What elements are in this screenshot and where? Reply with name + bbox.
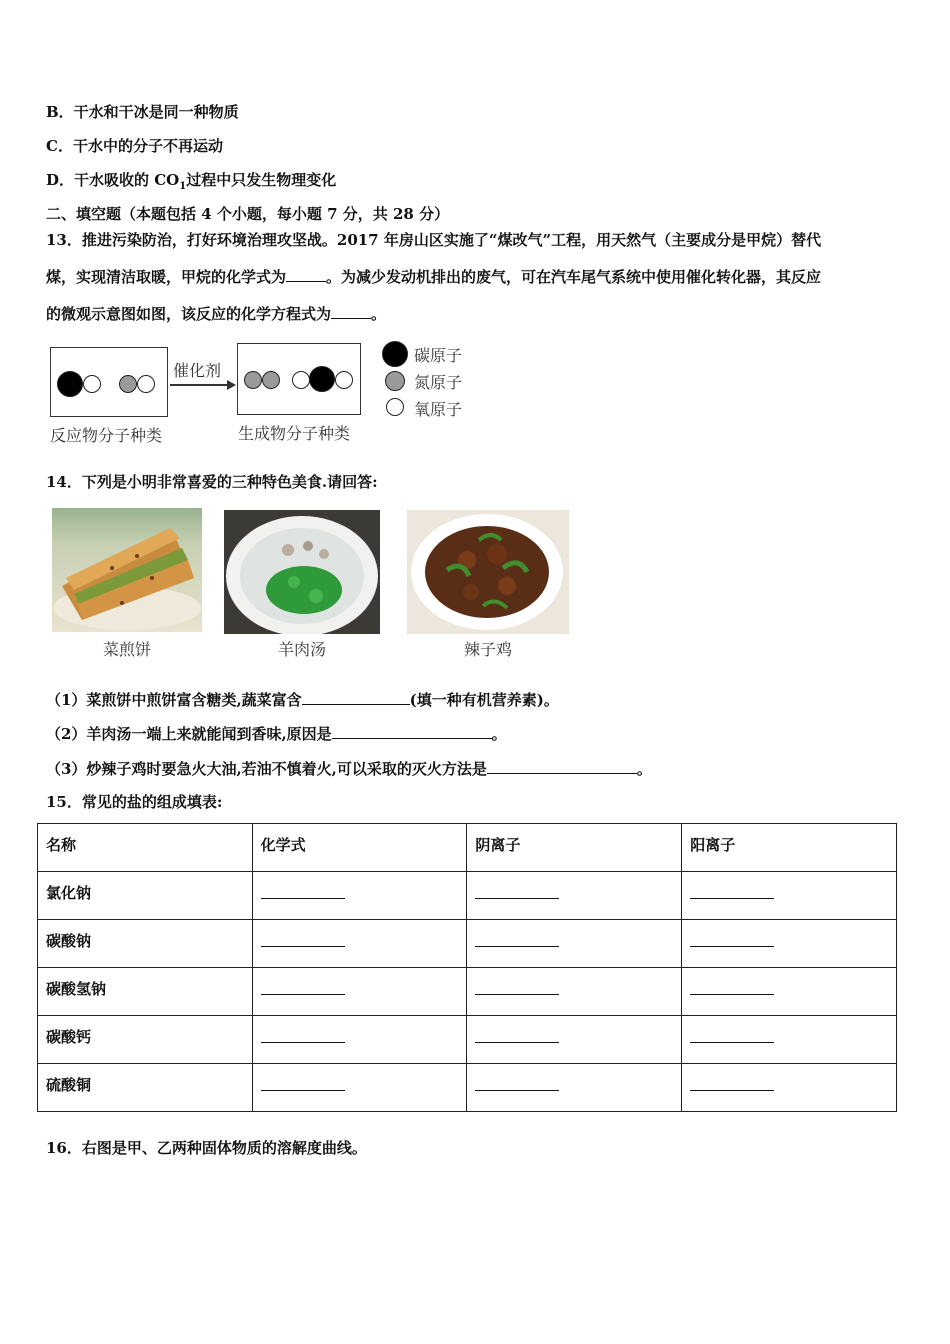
anion-cell bbox=[467, 1016, 682, 1064]
anion-cell bbox=[467, 1064, 682, 1112]
answer-blank[interactable] bbox=[690, 978, 774, 995]
anion-cell bbox=[467, 920, 682, 968]
formula-cell bbox=[252, 920, 467, 968]
food-caption-pancake: 菜煎饼 bbox=[102, 640, 151, 659]
table-header-row bbox=[38, 824, 897, 872]
q13-line3 bbox=[46, 304, 386, 324]
q13-line2 bbox=[46, 267, 821, 287]
option-d-suffix: 过程中只发生物理变化 bbox=[186, 171, 337, 189]
reactant-label: 反应物分子种类 bbox=[50, 426, 163, 445]
table-header-cell: 阳离子 bbox=[682, 824, 897, 872]
product-box bbox=[237, 343, 361, 415]
legend-carbon-icon bbox=[382, 341, 408, 367]
cation-cell bbox=[682, 1016, 897, 1064]
q13-line3-b: 。 bbox=[371, 305, 387, 323]
q14-sub1-a: （1）菜煎饼中煎饼富含糖类,蔬菜富含 bbox=[46, 691, 302, 709]
formula-cell bbox=[252, 1016, 467, 1064]
answer-blank[interactable] bbox=[690, 930, 774, 947]
legend-nitrogen-icon bbox=[385, 371, 405, 391]
q13-line1: 13．推进污染防治，打好环境治理攻坚战。2017 年房山区实施了“煤改气”工程，用天然气（主要成分是甲烷）替代 bbox=[46, 231, 822, 249]
carbon-atom-icon bbox=[309, 366, 335, 392]
answer-blank[interactable] bbox=[690, 1026, 774, 1043]
answer-blank[interactable] bbox=[261, 978, 345, 995]
oxygen-atom-icon bbox=[335, 371, 353, 389]
legend-carbon-label: 碳原子 bbox=[414, 346, 463, 365]
q15-intro: 15．常见的盐的组成填表: bbox=[46, 793, 223, 811]
formula-cell bbox=[252, 968, 467, 1016]
answer-blank[interactable] bbox=[475, 1026, 559, 1043]
table-row bbox=[38, 872, 897, 920]
nitrogen-atom-icon bbox=[244, 371, 262, 389]
q13-line3-a: 的微观示意图如图，该反应的化学方程式为 bbox=[46, 305, 332, 323]
q14-sub1 bbox=[46, 690, 559, 710]
reaction-diagram bbox=[46, 338, 476, 448]
anion-cell bbox=[467, 968, 682, 1016]
answer-blank[interactable] bbox=[475, 1074, 559, 1091]
oxygen-atom-icon bbox=[83, 375, 101, 393]
legend-nitrogen-label: 氮原子 bbox=[414, 373, 463, 392]
answer-blank-extinguish[interactable] bbox=[487, 759, 637, 774]
q14-intro: 14．下列是小明非常喜爱的三种特色美食.请回答: bbox=[46, 473, 378, 491]
answer-blank-methane[interactable] bbox=[286, 267, 326, 282]
section-heading: 二、填空题（本题包括 4 个小题，每小题 7 分，共 28 分） bbox=[46, 205, 450, 223]
answer-blank[interactable] bbox=[690, 1074, 774, 1091]
product-label: 生成物分子种类 bbox=[238, 424, 351, 443]
oxygen-atom-icon bbox=[292, 371, 310, 389]
formula-cell bbox=[252, 872, 467, 920]
salt-name-cell: 碳酸钠 bbox=[38, 920, 253, 968]
answer-blank[interactable] bbox=[690, 882, 774, 899]
answer-blank[interactable] bbox=[475, 882, 559, 899]
anion-cell bbox=[467, 872, 682, 920]
table-row bbox=[38, 968, 897, 1016]
food-caption-spicy-chicken: 辣子鸡 bbox=[463, 640, 512, 659]
q14-sub3-a: （3）炒辣子鸡时要急火大油,若油不慎着火,可以采取的灭火方法是 bbox=[46, 760, 487, 778]
arrow-head-icon bbox=[227, 380, 236, 390]
q14-sub1-b: (填一种有机营养素)。 bbox=[409, 691, 559, 709]
q13-line2-b: 。为减少发动机排出的废气，可在汽车尾气系统中使用催化转化器，其反应 bbox=[326, 268, 822, 286]
answer-blank[interactable] bbox=[261, 1026, 345, 1043]
spicy-chicken-image bbox=[407, 510, 569, 634]
answer-blank[interactable] bbox=[261, 882, 345, 899]
q13-line2-a: 煤，实现清洁取暖，甲烷的化学式为 bbox=[46, 268, 287, 286]
food-caption-lamb-soup: 羊肉汤 bbox=[277, 640, 326, 659]
nitrogen-atom-icon bbox=[119, 375, 137, 393]
q14-sub3 bbox=[46, 759, 652, 779]
q14-sub2-a: （2）羊肉汤一端上来就能闻到香味,原因是 bbox=[46, 725, 332, 743]
salt-name-cell: 碳酸钙 bbox=[38, 1016, 253, 1064]
salt-name-cell: 硫酸铜 bbox=[38, 1064, 253, 1112]
table-row bbox=[38, 920, 897, 968]
salt-composition-table bbox=[37, 823, 897, 1112]
option-b: B．干水和干冰是同一种物质 bbox=[46, 103, 239, 121]
cation-cell bbox=[682, 1064, 897, 1112]
answer-blank[interactable] bbox=[475, 978, 559, 995]
pancake-image bbox=[52, 508, 202, 632]
table-row bbox=[38, 1016, 897, 1064]
answer-blank[interactable] bbox=[261, 1074, 345, 1091]
answer-blank[interactable] bbox=[261, 930, 345, 947]
q16-intro: 16．右图是甲、乙两种固体物质的溶解度曲线。 bbox=[46, 1139, 367, 1157]
answer-blank-nutrient[interactable] bbox=[302, 690, 410, 705]
q14-sub3-b: 。 bbox=[636, 760, 652, 778]
table-row bbox=[38, 1064, 897, 1112]
option-d bbox=[46, 170, 336, 197]
answer-blank[interactable] bbox=[475, 930, 559, 947]
option-c: C．干水中的分子不再运动 bbox=[46, 137, 223, 155]
reactant-box bbox=[50, 347, 168, 417]
cation-cell bbox=[682, 872, 897, 920]
cation-cell bbox=[682, 920, 897, 968]
lamb-soup-image bbox=[224, 510, 380, 634]
option-d-subscript: 1 bbox=[179, 181, 187, 192]
q14-sub2 bbox=[46, 724, 507, 744]
formula-cell bbox=[252, 1064, 467, 1112]
nitrogen-atom-icon bbox=[262, 371, 280, 389]
reaction-arrow bbox=[170, 384, 228, 386]
cation-cell bbox=[682, 968, 897, 1016]
salt-name-cell: 碳酸氢钠 bbox=[38, 968, 253, 1016]
legend-oxygen-icon bbox=[386, 398, 404, 416]
salt-name-cell: 氯化钠 bbox=[38, 872, 253, 920]
legend-oxygen-label: 氧原子 bbox=[414, 400, 463, 419]
catalyst-label: 催化剂 bbox=[173, 361, 222, 380]
q14-sub2-b: 。 bbox=[491, 725, 507, 743]
option-d-prefix: D．干水吸收的 CO bbox=[46, 171, 180, 189]
table-header-cell: 名称 bbox=[38, 824, 253, 872]
carbon-atom-icon bbox=[57, 371, 83, 397]
answer-blank-reason[interactable] bbox=[332, 724, 492, 739]
answer-blank-equation[interactable] bbox=[331, 304, 371, 319]
table-header-cell: 化学式 bbox=[252, 824, 467, 872]
oxygen-atom-icon bbox=[137, 375, 155, 393]
table-header-cell: 阴离子 bbox=[467, 824, 682, 872]
